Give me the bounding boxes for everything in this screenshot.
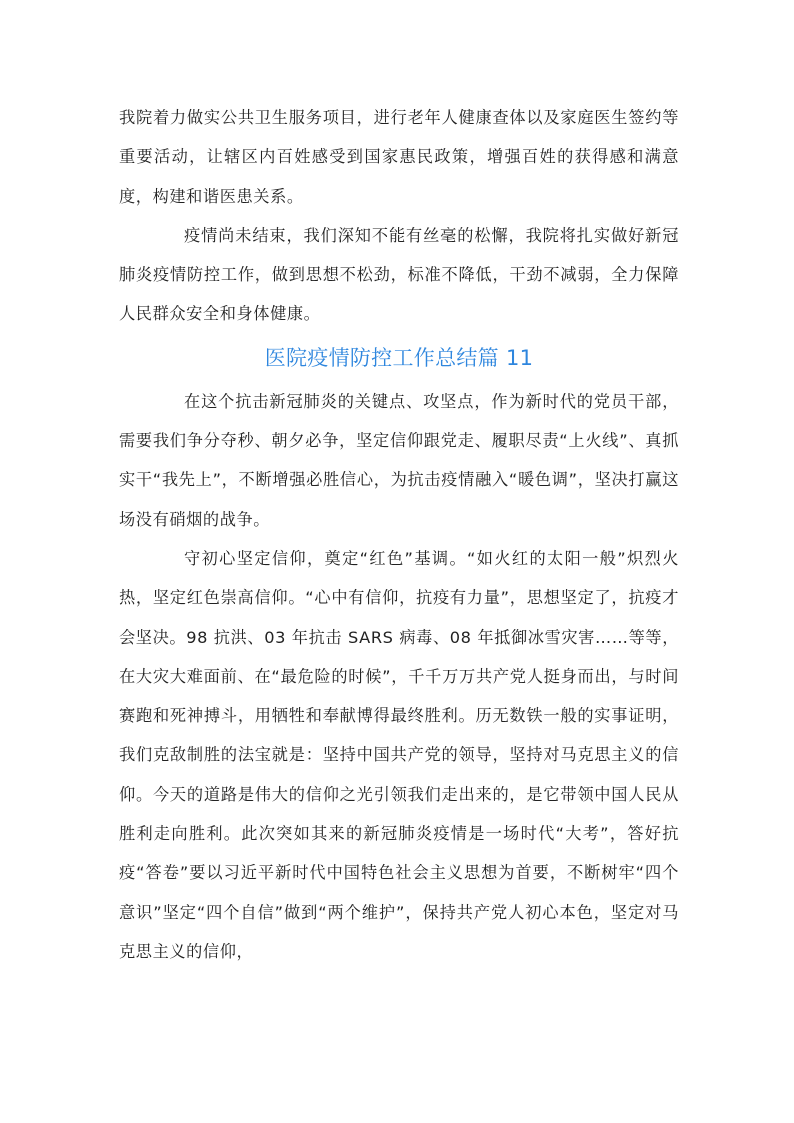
document-page: [119, 98, 679, 971]
body-paragraph: 我院着力做实公共卫生服务项目，进行老年人健康查体以及家庭医生签约等重要活动，让辖区内百姓感受到国家惠民政策，增强百姓的获得感和满意度，构建和谐医患关系。: [119, 108, 679, 206]
body-paragraph: 守初心坚定信仰，奠定“红色”基调。“如火红的太阳一般”炽烈火热，坚定红色崇高信仰。“心中有信仰，抗疫有力量”，思想坚定了，抗疫才会坚决。98 抗洪、03 年抗击 SARS 病毒、08 年抵御冰雪灾害……等等，在大灾大难面前、在“最危险的时候”，千千万万共产党人挺身而出，与时间赛跑和死神搏斗，用牺牲和奉献博得最终胜利。历无数铁一般的实事证明，我们克敌制胜的法宝就是：坚持中国共产党的领导，坚持对马克思主义的信仰。今天的道路是伟大的信仰之光引领我们走出来的，是它带领中国人民从胜利走向胜利。此次突如其来的新冠肺炎疫情是一场时代“大考”，答好抗疫“答卷”要以习近平新时代中国特色社会主义思想为首要，不断树牢“四个意识”坚定“四个自信”做到“两个维护”，保持共产党人初心本色，坚定对马克思主义的信仰，: [119, 548, 679, 961]
section-heading: 医院疫情防控工作总结篇 11: [264, 345, 534, 370]
body-paragraph: 疫情尚未结束，我们深知不能有丝毫的松懈，我院将扎实做好新冠肺炎疫情防控工作，做到思想不松劲，标准不降低，干劲不减弱，全力保障人民群众安全和身体健康。: [119, 225, 679, 324]
body-paragraph: 在这个抗击新冠肺炎的关键点、攻坚点，作为新时代的党员干部，需要我们争分夺秒、朝夕必争，坚定信仰跟党走、履职尽责“上火线”、真抓实干“我先上”，不断增强必胜信心，为抗击疫情融入“暖色调”，坚决打赢这场没有硝烟的战争。: [119, 391, 679, 529]
